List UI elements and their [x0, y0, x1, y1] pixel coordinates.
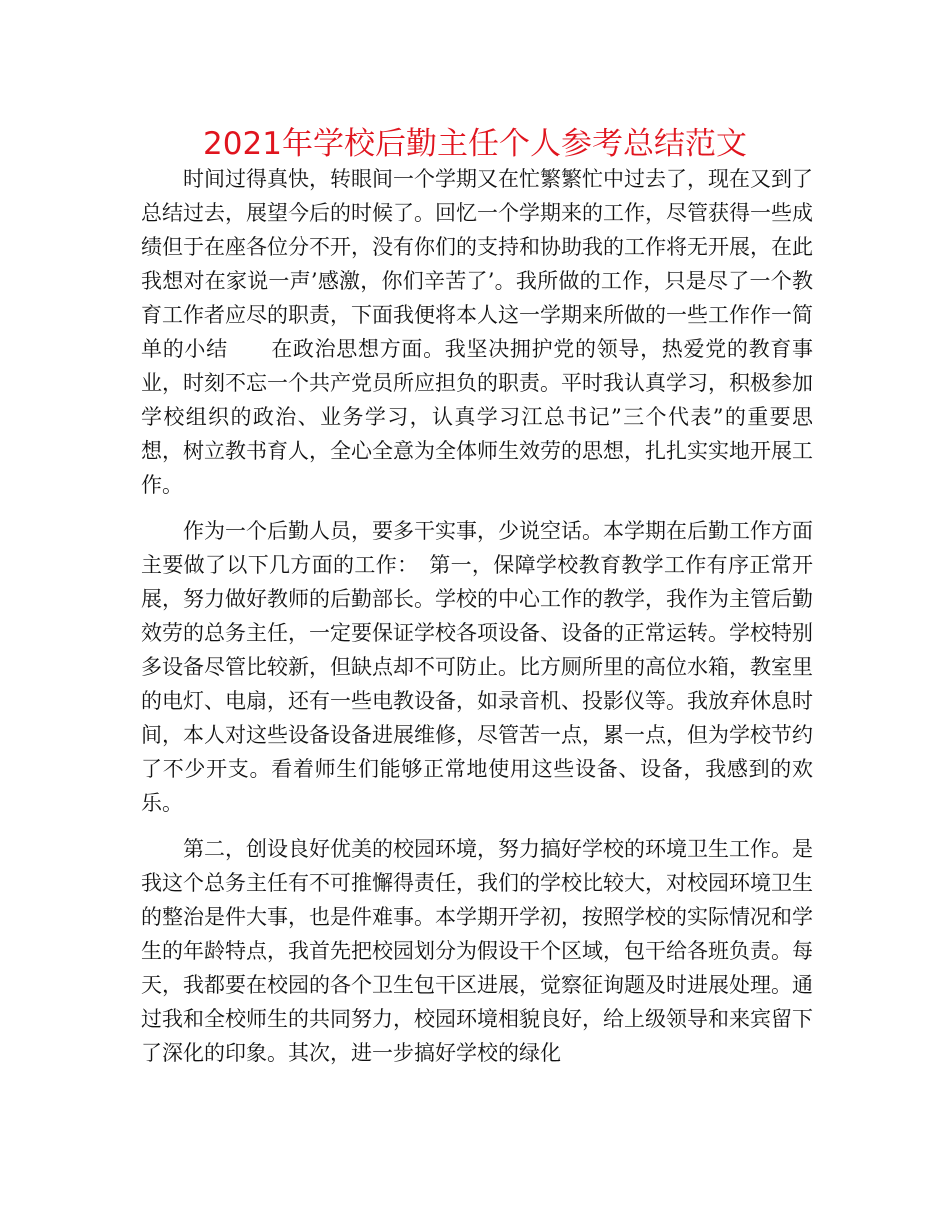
document-body: [141, 162, 813, 1070]
paragraph-1: 时间过得真快，转眼间一个学期又在忙繁繁忙中过去了，现在又到了总结过去，展望今后的时候了。回忆一个学期来的工作，尽管获得一些成绩但于在座各位分不开，没有你们的支持和协助我的工作将无开展，在此我想对在家说一声’感激，你们辛苦了’。我所做的工作，只是尽了一个教育工作者应尽的职责，下面我便将本人这一学期来所做的一些工作作一简单的小结 在政治思想方面。我坚决拥护党的领导，热爱党的教育事业，时刻不忘一个共产党员所应担负的职责。平时我认真学习，积极参加学校组织的政治、业务学习，认真学习江总书记”三个代表”的重要思想，树立教书育人，全心全意为全体师生效劳的思想，扎扎实实地开展工作。: [141, 167, 813, 497]
document-title: 2021年学校后勤主任个人参考总结范文: [203, 126, 747, 162]
paragraph-2: 作为一个后勤人员，要多干实事，少说空话。本学期在后勤工作方面主要做了以下几方面的工作： 第一，保障学校教育教学工作有序正常开展，努力做好教师的后勤部长。学校的中心工作的教学，我作为主管后勤效劳的总务主任，一定要保证学校各项设备、设备的正常运转。学校特别多设备尽管比较新，但缺点却不可防止。比方厕所里的高位水箱，教室里的电灯、电扇，还有一些电教设备，如录音机、投影仪等。我放弃休息时间，本人对这些设备设备进展维修，尽管苦一点，累一点，但为学校节约了不少开支。看着师生们能够正常地使用这些设备、设备，我感到的欢乐。: [141, 519, 813, 815]
paragraph-3: 第二，创设良好优美的校园环境，努力搞好学校的环境卫生工作。是我这个总务主任有不可推懈得责任，我们的学校比较大，对校园环境卫生的整治是件大事，也是件难事。本学期开学初，按照学校的实际情况和学生的年龄特点，我首先把校园划分为假设干个区域，包干给各班负责。每天，我都要在校园的各个卫生包干区进展，觉察征询题及时进展处理。通过我和全校师生的共同努力，校园环境相貌良好，给上级领导和来宾留下了深化的印象。其次，进一步搞好学校的绿化: [141, 837, 813, 1065]
